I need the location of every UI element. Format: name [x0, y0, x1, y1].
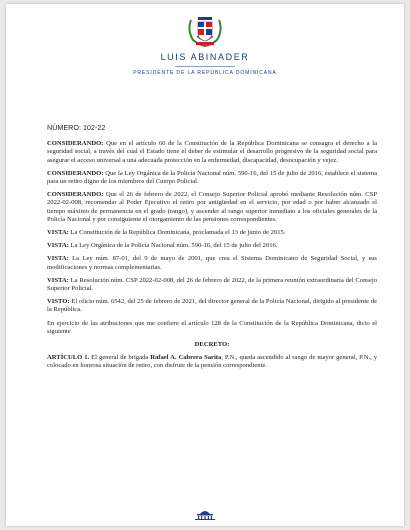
considerando-paragraph: CONSIDERANDO: Que en el artículo 60 de la Constitución de la República Dominicana se consagra el derecho a la seguridad social, a través del cual el Estado tiene el deber de estimular el desarrollo progresivo de la seguridad social para asegurar el acceso universal a una adecuada protección en la enfermedad, discapacidad, desocupación y vejez.: [47, 140, 377, 164]
vista-paragraph: VISTA: La Resolución núm. CSP 2022-02-008, del 26 de febrero de 2022, de la primera reunión extraordinaria del Consejo Superior Policial.: [47, 276, 377, 293]
visto-paragraph: VISTO: El oficio núm. 6542, del 25 de febrero de 2021, del director general de la Policía Nacional, dirigido al presidente de la República.: [47, 298, 377, 314]
letterhead: [6, 14, 404, 76]
vista-paragraph: VISTA: La Ley núm. 87-01, del 9 de mayo de 2001, que crea el Sistema Dominicano de Seguridad Social, y sus modificaciones y normas complementarias.: [47, 255, 377, 271]
decree-number: NÚMERO: 102-22: [47, 123, 106, 132]
document-page: [6, 4, 404, 526]
palace-emblem-icon: [192, 508, 218, 520]
letterhead-divider: [175, 66, 235, 67]
decreto-heading: DECRETO:: [194, 341, 230, 349]
letterhead-name: LUIS ABINADER: [160, 52, 250, 62]
considerando-paragraph: CONSIDERANDO: Que el 26 de febrero de 2022, el Consejo Superior Policial aprobó mediante Resolución núm. CSP 2022-02-008, recomendar al Poder Ejecutivo el retiro por antigüedad en el servicio, por edad o por haber alcanzado el tiempo máximo de permanencia en el grado (rango), y ascender al rango superior inmediato a los oficiales generales de la Policía Nacional y por consiguiente el otorgamiento de las pensiones correspondientes.: [47, 191, 377, 223]
letterhead-office: PRESIDENTE DE LA REPÚBLICA DOMINICANA: [133, 70, 277, 76]
vista-paragraph: VISTA: La Constitución de la República Dominicana, proclamada el 13 de junio de 2015.: [47, 229, 286, 237]
considerando-paragraph: CONSIDERANDO: Que la Ley Orgánica de la Policía Nacional núm. 590-16, del 15 de julio de 2016, establece el sistema para un retiro digno de los miembros del Cuerpo Policial.: [47, 169, 377, 186]
preamble-paragraph: En ejercicio de las atribuciones que me confiere el artículo 128 de la Constitución de la República Dominicana, dicto el siguiente: [47, 319, 377, 335]
article-paragraph: ARTÍCULO 1. El general de brigada Rafael A. Cabrera Sarita, P.N., queda ascendido al rango de mayor general, P.N., y colocado en honrosa situación de retiro, con disfrute de la pensión correspondiente.: [47, 354, 378, 370]
coat-of-arms-icon: [185, 14, 225, 48]
decree-body: [47, 124, 377, 376]
vista-paragraph: VISTA: La Ley Orgánica de la Policía Nacional núm. 590-16, del 15 de julio del 2016.: [47, 242, 278, 250]
